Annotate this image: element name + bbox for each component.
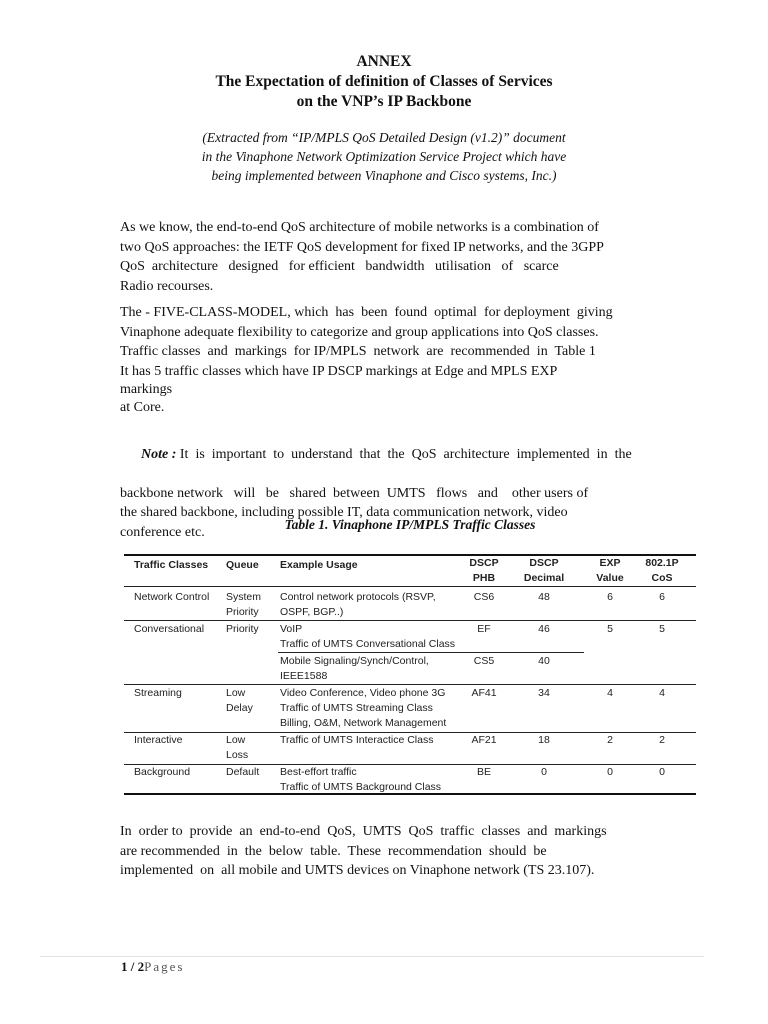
note-text: It is important to understand that the QoS architecture implemented in the: [176, 446, 632, 462]
cell-dscp-decimal: 46: [538, 623, 550, 635]
intro-paragraph: [120, 218, 694, 296]
cell-exp: 4: [607, 687, 613, 699]
header-dscp-phb: [456, 556, 512, 586]
page-total: 2: [137, 959, 145, 974]
cell-exp: 6: [607, 591, 613, 603]
footer-divider: [40, 956, 704, 957]
table-header-rule: [124, 586, 696, 587]
page-separator: /: [127, 959, 138, 974]
cell-class: Conversational: [134, 623, 205, 635]
header-text: EXP: [599, 557, 621, 569]
cell-usage: [280, 654, 429, 684]
text-line: Vinaphone adequate flexibility to categorize and group applications into QoS classes.: [120, 324, 599, 340]
text-line: implemented on all mobile and UMTS devices on Vinaphone network (TS 23.107).: [120, 863, 595, 878]
cell-text: Traffic of UMTS Conversational Class: [280, 638, 456, 650]
cell-text: Video Conference, Video phone 3G: [280, 687, 446, 699]
cell-dscp-phb: CS5: [473, 655, 495, 667]
cell-dscp-phb: BE: [476, 766, 491, 778]
text-line: the shared backbone, including possible IT, data communication network, video: [120, 505, 568, 520]
header-dscp-decimal: [516, 556, 572, 586]
cell-exp: 5: [607, 623, 613, 635]
header-text: Value: [596, 572, 624, 584]
header-queue: Queue: [226, 559, 259, 571]
pages-label: Pages: [144, 959, 185, 974]
extract-note-line1: (Extracted from “IP/MPLS QoS Detailed Design (v1.2)” document: [202, 130, 566, 145]
recommendation-paragraph: [120, 822, 694, 881]
extract-note-line3: being implemented between Vinaphone and Cisco systems, Inc.): [211, 168, 557, 183]
cell-exp: 2: [607, 734, 613, 746]
page-current: 1: [121, 959, 128, 974]
cell-dscp-phb: AF41: [471, 687, 497, 699]
page-footer: [121, 959, 184, 975]
text-line: at Core.: [120, 400, 165, 415]
header-text: PHB: [472, 572, 496, 584]
cell-text: Loss: [226, 749, 249, 761]
cell-text: Low: [226, 734, 246, 746]
text-line: markings: [120, 382, 173, 397]
cell-usage: Traffic of UMTS Interactice Class: [280, 734, 434, 746]
text-line: conference etc.: [120, 524, 205, 540]
text-line: The - FIVE-CLASS-MODEL, which has been found optimal for deployment giving: [120, 305, 613, 320]
cell-class: Network Control: [134, 591, 210, 603]
annex-heading: ANNEX: [356, 53, 412, 70]
cell-usage: [280, 686, 446, 731]
header-cos: [634, 556, 690, 586]
cell-dscp-decimal: 18: [538, 734, 550, 746]
cell-text: Traffic of UMTS Background Class: [280, 781, 442, 793]
cell-queue: Priority: [226, 623, 259, 635]
cell-queue: [226, 686, 253, 716]
cell-text: Control network protocols (RSVP,: [280, 591, 436, 603]
cell-usage: [280, 765, 441, 795]
cell-text: Billing, O&M, Network Management: [280, 717, 447, 729]
cell-text: Mobile Signaling/Synch/Control,: [280, 655, 429, 667]
cell-usage: [280, 590, 436, 620]
cell-usage: [280, 622, 455, 652]
row-rule: [278, 652, 584, 653]
extract-note-line2: in the Vinaphone Network Optimization Service Project which have: [201, 149, 567, 164]
document-title-line2: on the VNP’s IP Backbone: [296, 93, 472, 110]
cell-dscp-phb: CS6: [473, 591, 495, 603]
cell-text: VoIP: [280, 623, 303, 635]
text-line: Radio recourses.: [120, 278, 214, 294]
cell-dscp-decimal: 34: [538, 687, 550, 699]
header-text: Decimal: [523, 572, 565, 584]
five-class-paragraph: [120, 303, 694, 418]
header-text: DSCP: [529, 557, 559, 569]
cell-cos: 5: [659, 623, 665, 635]
text-line: In order to provide an end-to-end QoS, UMTS QoS traffic classes and markings: [120, 824, 607, 839]
cell-class: Interactive: [134, 734, 183, 746]
cell-dscp-decimal: 40: [538, 655, 550, 667]
cell-dscp-decimal: 0: [541, 766, 547, 778]
header-text: DSCP: [469, 557, 499, 569]
header-traffic-classes: Traffic Classes: [134, 559, 209, 571]
cell-dscp-phb: AF21: [471, 734, 497, 746]
header-example-usage: Example Usage: [280, 559, 358, 571]
text-line: two QoS approaches: the IETF QoS development for fixed IP networks, and the 3GPP: [120, 239, 604, 255]
cell-text: System: [226, 591, 262, 603]
header-text: CoS: [651, 572, 673, 584]
text-line: As we know, the end-to-end QoS architecture of mobile networks is a combination of: [120, 220, 599, 235]
cell-cos: 0: [659, 766, 665, 778]
text-line: backbone network will be shared between UMTS flows and other users of: [120, 485, 589, 501]
text-line: are recommended in the below table. These recommendation should be: [120, 843, 547, 859]
cell-cos: 4: [659, 687, 665, 699]
note-label: Note :: [141, 446, 177, 462]
cell-cos: 2: [659, 734, 665, 746]
cell-dscp-decimal: 48: [538, 591, 550, 603]
cell-text: Delay: [226, 702, 253, 714]
cell-queue: Default: [226, 766, 260, 778]
cell-exp: 0: [607, 766, 613, 778]
cell-text: OSPF, BGP..): [280, 606, 344, 618]
cell-text: Low: [226, 687, 246, 699]
text-line: It has 5 traffic classes which have IP DSCP markings at Edge and MPLS EXP: [120, 363, 558, 379]
document-title-line1: The Expectation of definition of Classes of Services: [215, 73, 553, 90]
row-rule: [124, 684, 696, 685]
cell-text: IEEE1588: [280, 670, 328, 682]
cell-cos: 6: [659, 591, 665, 603]
header-text: 802.1P: [645, 557, 679, 569]
cell-text: Priority: [226, 606, 259, 618]
cell-text: Best-effort traffic: [280, 766, 357, 778]
cell-class: Streaming: [134, 687, 182, 699]
table-caption: Table 1. Vinaphone IP/MPLS Traffic Classes: [284, 517, 536, 532]
traffic-classes-table: [124, 554, 696, 795]
cell-text: Traffic of UMTS Streaming Class: [280, 702, 433, 714]
cell-queue: [226, 590, 261, 620]
row-rule: [124, 620, 696, 621]
cell-queue: [226, 733, 248, 763]
text-line: QoS architecture designed for efficient bandwidth utilisation of scarce: [120, 259, 559, 274]
cell-dscp-phb: EF: [477, 623, 491, 635]
cell-class: Background: [134, 766, 191, 778]
text-line: Traffic classes and markings for IP/MPLS network are recommended in Table 1: [120, 344, 596, 359]
header-exp-value: [582, 556, 638, 586]
